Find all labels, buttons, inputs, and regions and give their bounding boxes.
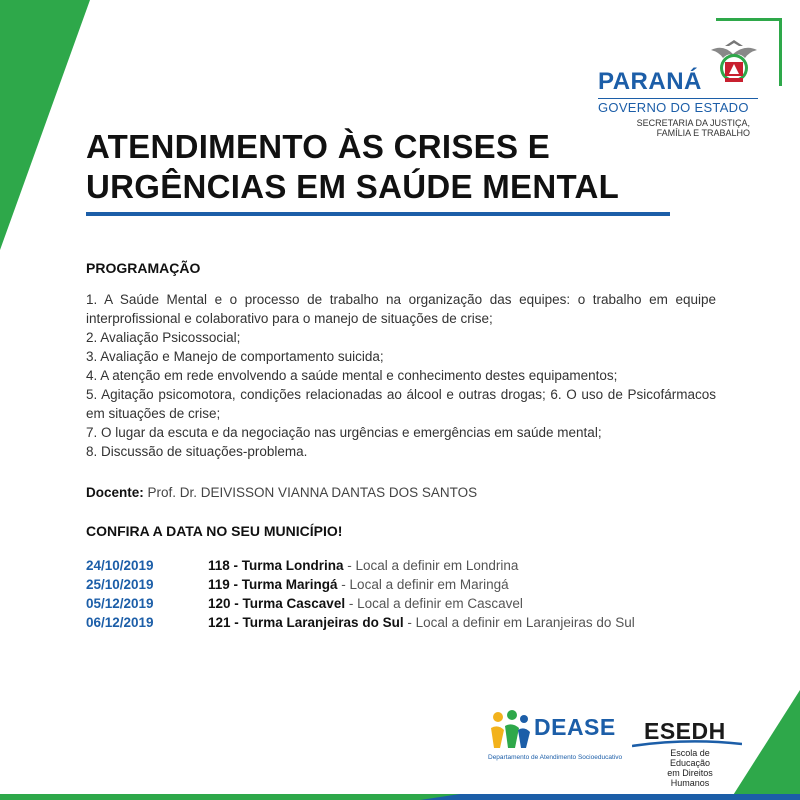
title-underline [86, 212, 670, 216]
schedule-local: Local a definir em Maringá [349, 577, 509, 592]
bottom-blue-band [0, 788, 800, 800]
schedule-row: 25/10/2019 119 - Turma Maringá - Local a definir em Maringá [86, 577, 509, 592]
schedule-row: 24/10/2019 118 - Turma Londrina - Local a definir em Londrina [86, 558, 519, 573]
esedh-name: ESEDH [644, 718, 726, 744]
programacao-heading: PROGRAMAÇÃO [86, 260, 201, 276]
schedule-turma: 119 - Turma Maringá [208, 577, 338, 592]
programacao-item: 2. Avaliação Psicossocial; [86, 330, 241, 345]
parana-coat-of-arms-icon [705, 38, 763, 90]
programacao-item: 7. O lugar da escuta e da negociação nas urgências e emergências em saúde mental; [86, 425, 602, 440]
brand-department: SECRETARIA DA JUSTIÇA, FAMÍLIA E TRABALHO [636, 118, 750, 138]
schedule-turma: 118 - Turma Londrina [208, 558, 344, 573]
docente-line [86, 485, 477, 500]
dease-figures-icon [488, 710, 532, 750]
schedule-date: 05/12/2019 [86, 596, 154, 611]
schedule-date: 24/10/2019 [86, 558, 154, 573]
top-left-green-triangle [0, 0, 90, 250]
schedule-row: 05/12/2019 120 - Turma Cascavel - Local a definir em Cascavel [86, 596, 523, 611]
schedule-local: Local a definir em Londrina [355, 558, 519, 573]
schedule-local: Local a definir em Laranjeiras do Sul [415, 615, 635, 630]
schedule-date: 25/10/2019 [86, 577, 154, 592]
programacao-item: 8. Discussão de situações-problema. [86, 444, 308, 459]
esedh-subtitle: Escola de Educação em Direitos Humanos [667, 748, 713, 788]
schedule-turma: 120 - Turma Cascavel [208, 596, 346, 611]
dease-logo [488, 710, 623, 770]
esedh-logo [632, 718, 742, 788]
brand-state: PARANÁ [598, 68, 702, 95]
schedule-row: 06/12/2019 121 - Turma Laranjeiras do Sul - Local a definir em Laranjeiras do Sul [86, 615, 635, 630]
programacao-item: 5. Agitação psicomotora, condições relacionadas ao álcool e outras drogas; 6. O uso de Psicofármacos em situações de crise; [86, 387, 716, 421]
docente-label: Docente: [86, 485, 144, 500]
brand-government: GOVERNO DO ESTADO [598, 98, 758, 115]
schedule-list [86, 556, 726, 632]
confira-heading: CONFIRA A DATA NO SEU MUNICÍPIO! [86, 523, 343, 539]
programacao-item: 1. A Saúde Mental e o processo de trabalho na organização das equipes: o trabalho em equipe interprofissional e colaborativo para o manejo de situações de crise; [86, 292, 716, 326]
docente-name: Prof. Dr. DEIVISSON VIANNA DANTAS DOS SANTOS [147, 485, 478, 500]
programacao-list [86, 290, 716, 461]
schedule-turma: 121 - Turma Laranjeiras do Sul [208, 615, 404, 630]
page-title: ATENDIMENTO ÀS CRISES E URGÊNCIAS EM SAÚDE MENTAL [86, 128, 620, 205]
schedule-local: Local a definir em Cascavel [357, 596, 523, 611]
dease-subtitle: Departamento de Atendimento Socioeducativo [488, 754, 623, 761]
schedule-date: 06/12/2019 [86, 615, 154, 630]
dease-name: DEASE [534, 714, 616, 740]
programacao-item: 3. Avaliação e Manejo de comportamento suicida; [86, 349, 384, 364]
programacao-item: 4. A atenção em rede envolvendo a saúde mental e conhecimento destes equipamentos; [86, 368, 618, 383]
